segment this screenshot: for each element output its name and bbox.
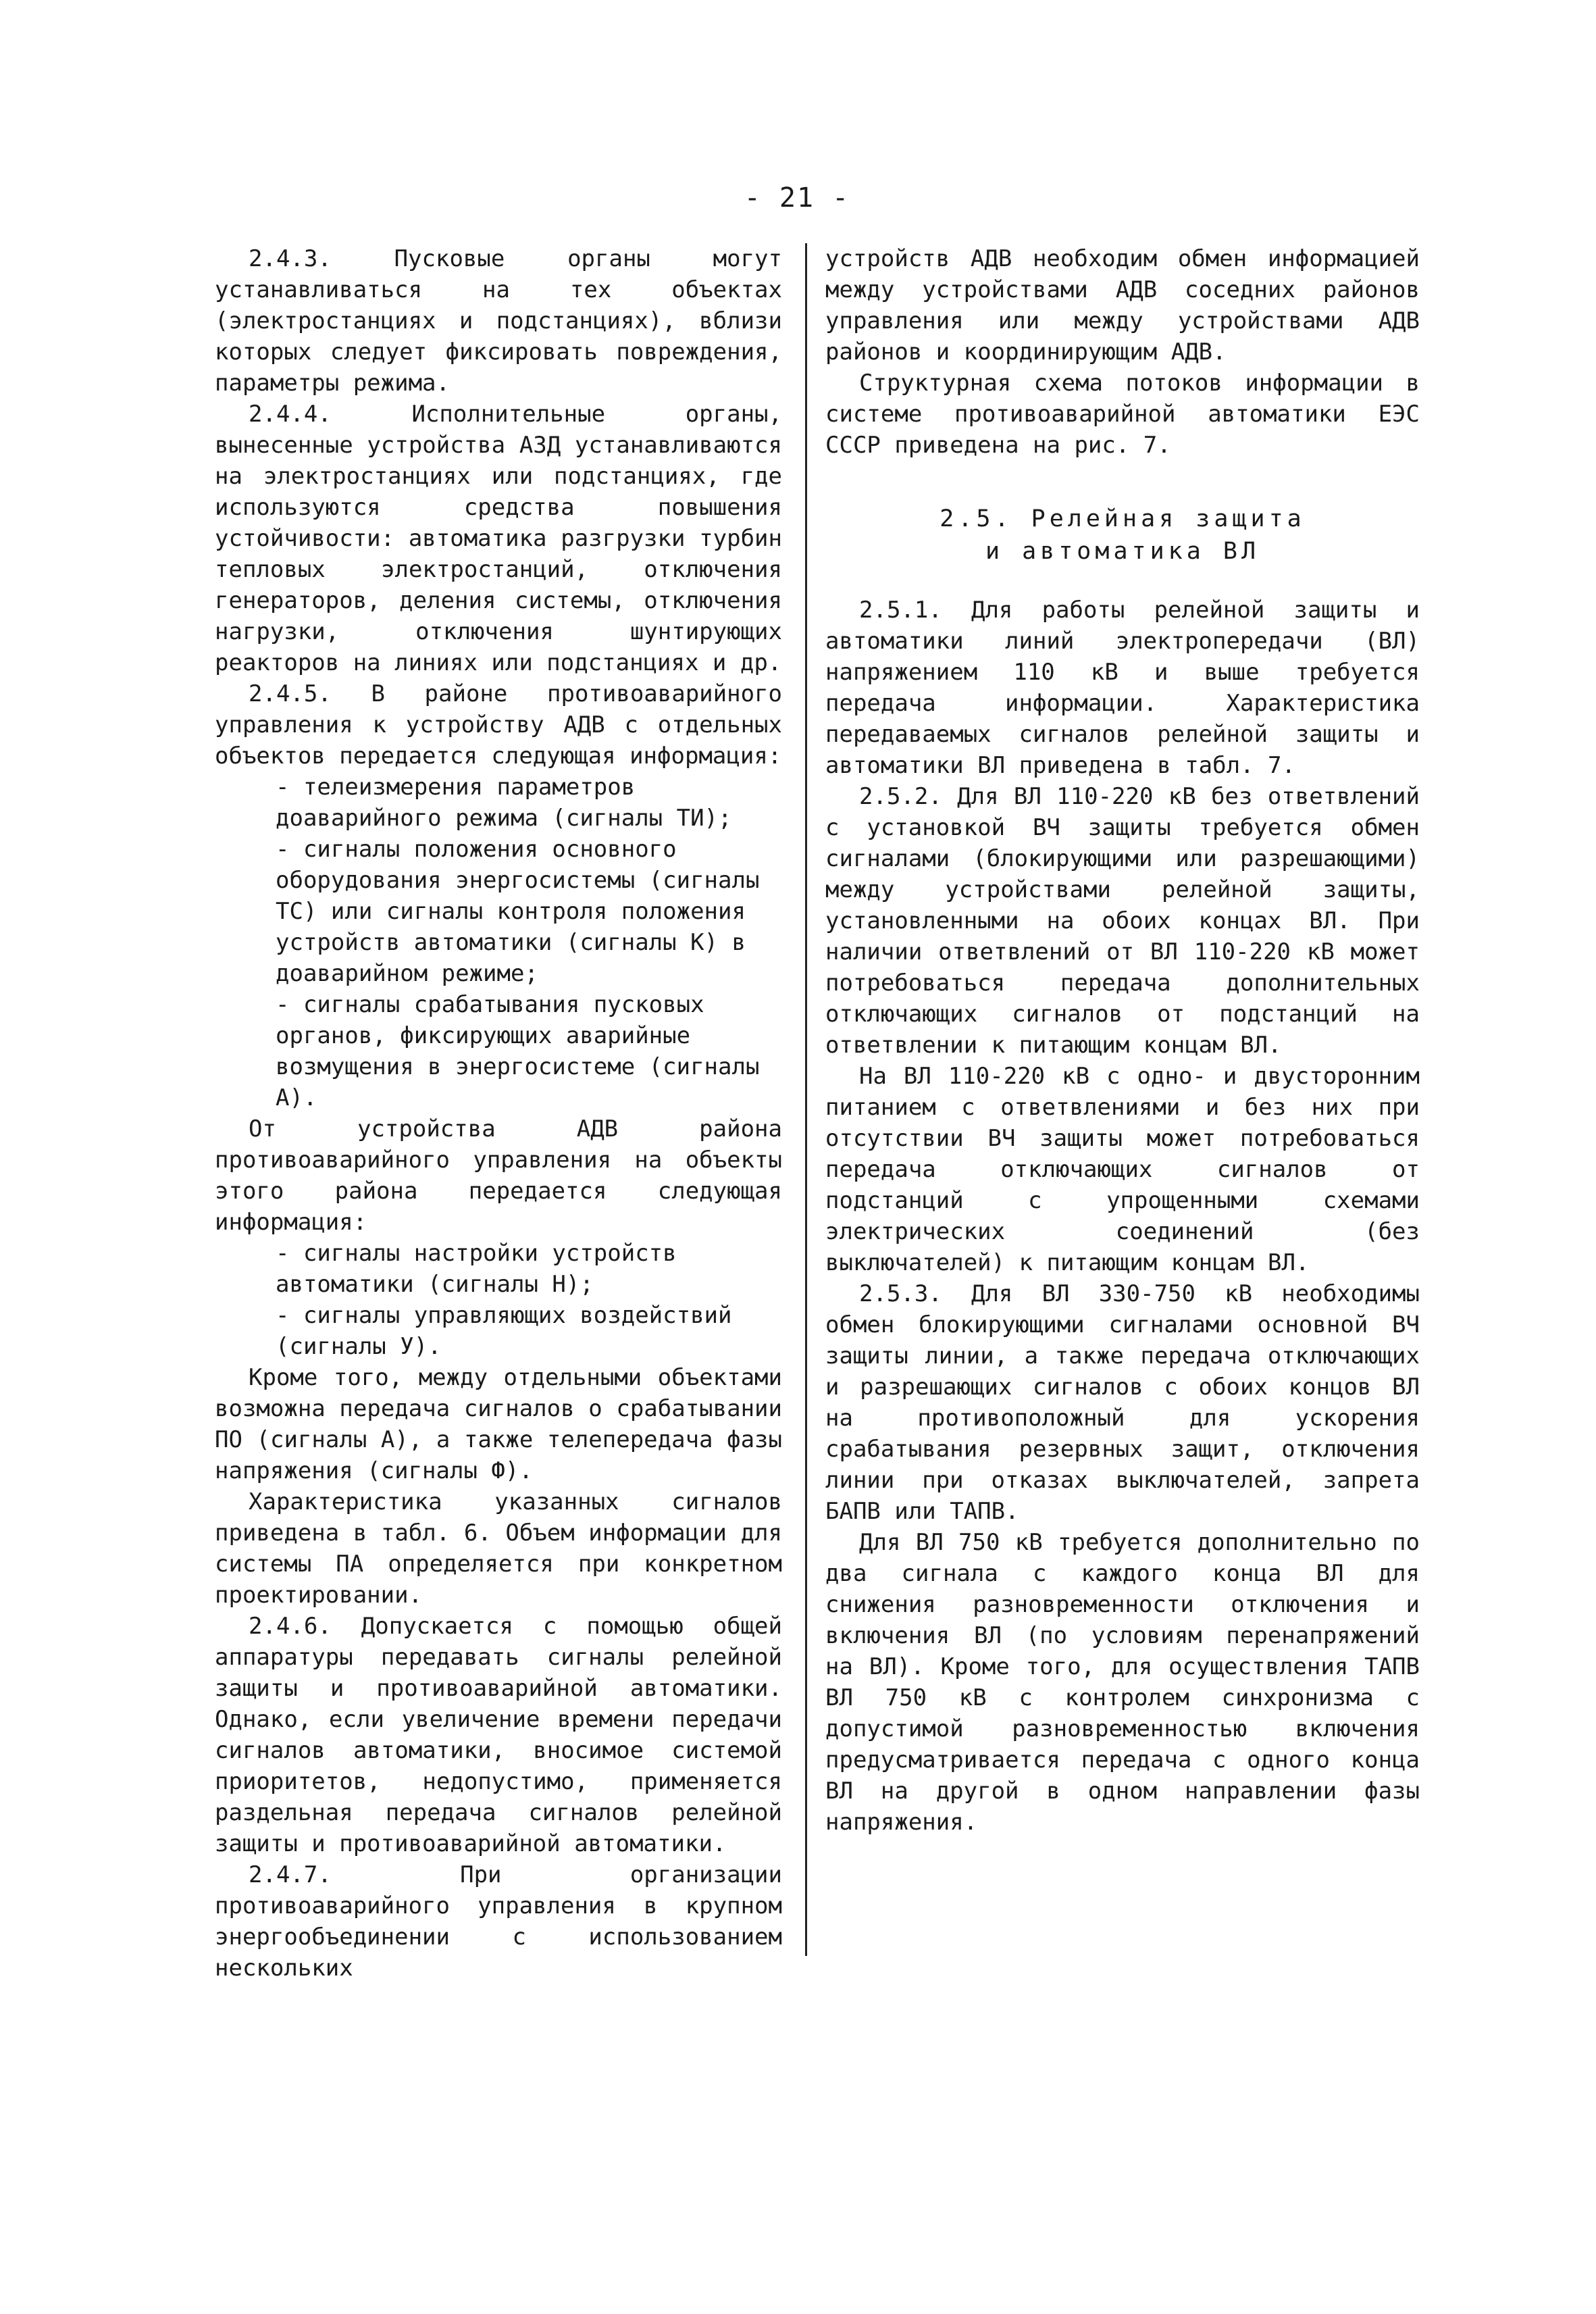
paragraph-2-5-1: 2.5.1. Для работы релейной защиты и автоматики линий электропередачи (ВЛ) напряжением 110 кВ и выше требуется передача информации. Характеристика передаваемых сигналов релейной защиты и автоматики ВЛ приведена в табл. 7. bbox=[825, 597, 1420, 779]
section-title: 2.5. Релейная защита и автоматика ВЛ bbox=[939, 505, 1306, 565]
paragraph-2-4-3: 2.4.3. Пусковые органы могут устанавливаться на тех объектах (электростанциях и подстанциях), вблизи которых следует фиксировать повреждения, параметры режима. bbox=[215, 245, 782, 397]
paragraph-2-5-2: 2.5.2. Для ВЛ 110-220 кВ без ответвлений с установкой ВЧ защиты требуется обмен сигналами (блокирующими или разрешающими) между устройствами релейной защиты, установленными на обоих концах ВЛ. При наличии ответвлений от ВЛ 110-220 кВ может потребоваться передача дополнительных отключающих сигналов от подстанций на ответвлении к питающим концам ВЛ. bbox=[825, 783, 1420, 1059]
paragraph-besides: Кроме того, между отдельными объектами возможна передача сигналов о срабатывании ПО (сигналы А), а также телепередача фазы напряжения (сигналы Ф). bbox=[215, 1364, 782, 1484]
paragraph-vl-110: На ВЛ 110-220 кВ с одно- и двусторонним питанием с ответвлениями и без них при отсутствии ВЧ защиты может потребоваться передача отключающих сигналов от подстанций с упрощенными схемами электрических соединений (без выключателей) к питающим концам ВЛ. bbox=[825, 1063, 1420, 1276]
paragraph-from-adv: От устройства АДВ района противоаварийного управления на объекты этого района передается следующая информация: bbox=[215, 1115, 782, 1236]
list-item: - телеизмерения параметров доаварийного режима (сигналы ТИ); bbox=[276, 774, 732, 832]
paragraph-2-4-6: 2.4.6. Допускается с помощью общей аппаратуры передавать сигналы релейной защиты и противоаварийной автоматики. Однако, если увеличение времени передачи сигналов автоматики, вносимое системой приоритетов, недопустимо, применяется раздельная передача сигналов релейной защиты и противоаварийной автоматики. bbox=[215, 1613, 782, 1857]
paragraph-2-4-7: 2.4.7. При организации противоаварийного управления в крупном энергообъединении с использованием нескольких bbox=[215, 1861, 782, 1982]
page-number: - 21 - bbox=[744, 182, 850, 213]
paragraph-vl-750: Для ВЛ 750 кВ требуется дополнительно по два сигнала с каждого конца ВЛ для снижения разновременности отключения и включения ВЛ (по условиям перенапряжений на ВЛ). Кроме того, для осуществления ТАПВ ВЛ 750 кВ с контролем синхронизма с допустимой разновременностью включения предусматривается передача с одного конца ВЛ на другой в одном направлении фазы напряжения. bbox=[825, 1529, 1420, 1836]
paragraph-characteristic: Характеристика указанных сигналов приведена в табл. 6. Объем информации для системы ПА определяется при конкретном проектировании. bbox=[215, 1488, 782, 1609]
right-column bbox=[825, 243, 1420, 1838]
paragraph-2-4-5: 2.4.5. В районе противоаварийного управления к устройству АДВ с отдельных объектов передается следующая информация: bbox=[215, 680, 782, 770]
left-column bbox=[215, 243, 782, 1984]
list-item: - сигналы положения основного оборудования энергосистемы (сигналы ТС) или сигналы контроля положения устройств автоматики (сигналы К) в доаварийном режиме; bbox=[276, 836, 760, 987]
list-item: - сигналы управляющих воздействий (сигналы У). bbox=[276, 1302, 732, 1360]
paragraph-2-5-3: 2.5.3. Для ВЛ 330-750 кВ необходимы обмен блокирующими сигналами основной ВЧ защиты линии, а также передача отключающих и разрешающих сигналов с обоих концов ВЛ на противоположный для ускорения срабатывания резервных защит, отключения линии при отказах выключателей, запрета БАПВ или ТАПВ. bbox=[825, 1280, 1420, 1525]
paragraph-2-4-4: 2.4.4. Исполнительные органы, вынесенные устройства АЗД устанавливаются на электростанциях или подстанциях, где используются средства повышения устойчивости: автоматика разгрузки турбин тепловых электростанций, отключения генераторов, деления системы, отключения нагрузки, отключения шунтирующих реакторов на линиях или подстанциях и др. bbox=[215, 401, 782, 676]
paragraph-structure: Структурная схема потоков информации в системе противоаварийной автоматики ЕЭС СССР приведена на рис. 7. bbox=[825, 370, 1420, 459]
list-item: - сигналы настройки устройств автоматики (сигналы Н); bbox=[276, 1240, 677, 1298]
paragraph-continuation: устройств АДВ необходим обмен информацией между устройствами АДВ соседних районов управления или между устройствами АДВ районов и координирующим АДВ. bbox=[825, 245, 1420, 366]
list-item: - сигналы срабатывания пусковых органов, фиксирующих аварийные возмущения в энергосистеме (сигналы А). bbox=[276, 991, 760, 1111]
column-divider bbox=[805, 243, 807, 1956]
